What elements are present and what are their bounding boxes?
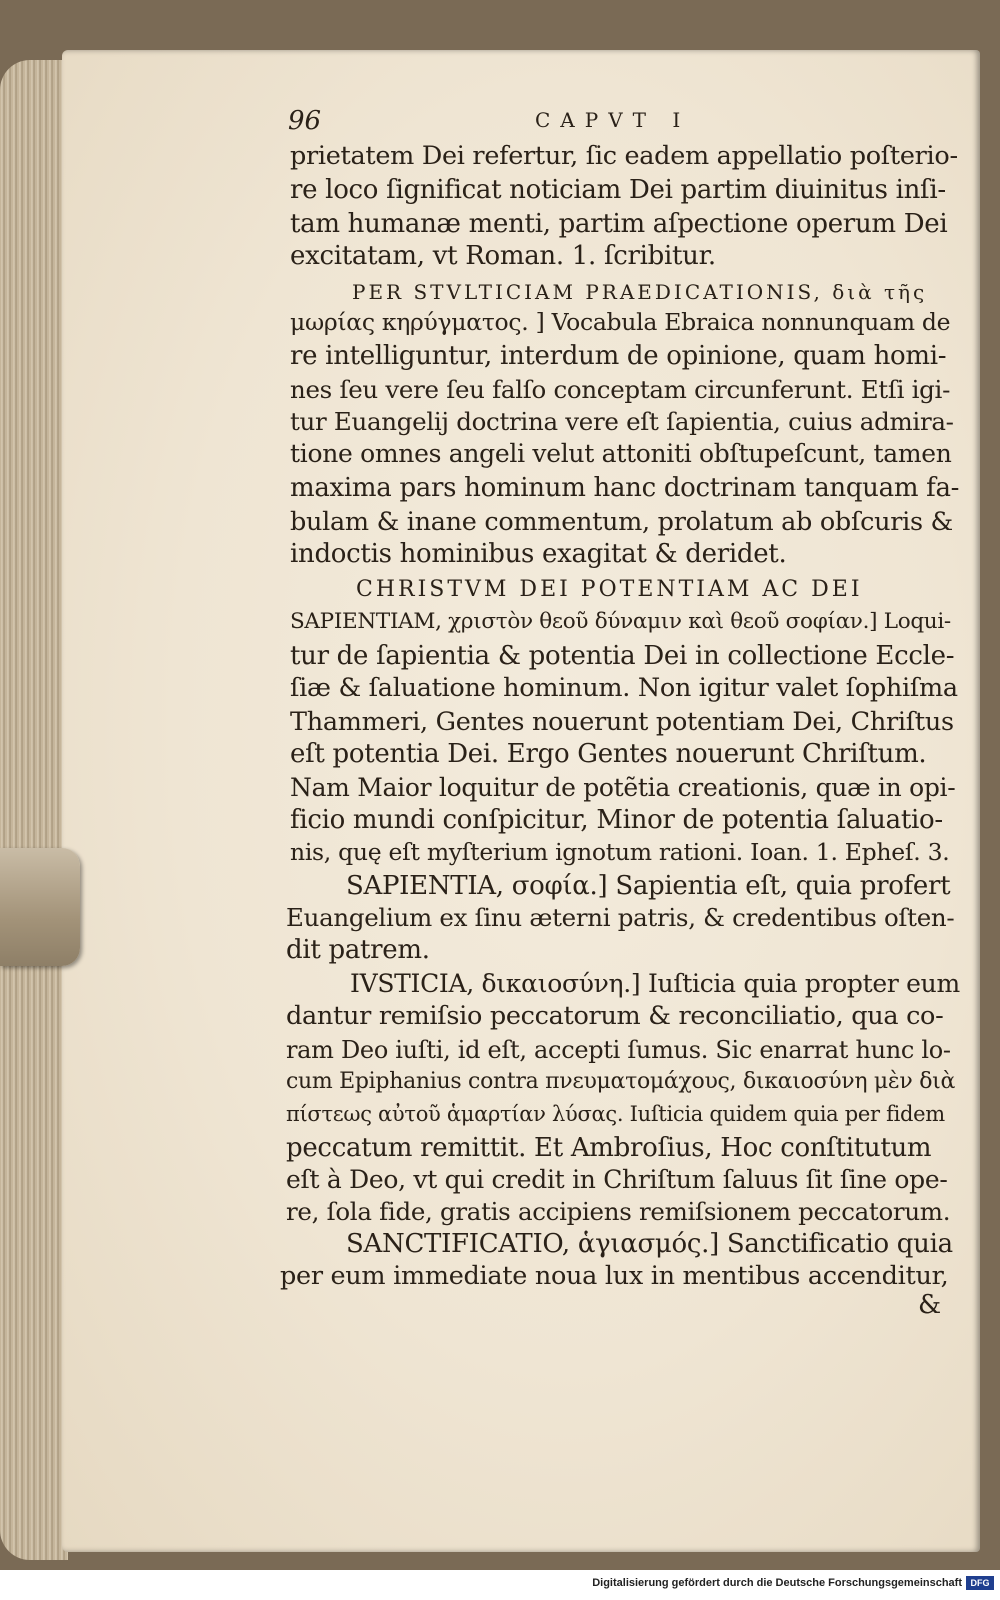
text-line: πίστεως αὐτοῦ ἁμαρτίαν λύσας. Iuſticia quidem quia per fidem xyxy=(286,1102,945,1126)
text-line: tur Euangelij doctrina vere eſt ſapientia, cuius admira- xyxy=(290,407,954,436)
text-line: nis, quę eſt myſterium ignotum rationi. Ioan. 1. Epheſ. 3. xyxy=(290,838,950,866)
text-line: re intelliguntur, interdum de opinione, quam homi- xyxy=(290,341,947,371)
text-line: peccatum remittit. Et Ambroſius, Hoc conſtitutum xyxy=(286,1133,932,1163)
text-line: per eum immediate noua lux in mentibus accenditur, xyxy=(280,1261,949,1291)
text-line: prietatem Dei refertur, ſic eadem appellatio poſterio- xyxy=(290,141,958,171)
text-line: cum Epiphanius contra πνευματομάχους, δικαιοσύνη μὲν διὰ xyxy=(286,1069,956,1094)
text-line: re loco ſignificat noticiam Dei partim diuinitus inſi- xyxy=(290,175,946,205)
text-line: tione omnes angeli velut attoniti obſtupeſcunt, tamen xyxy=(290,439,952,468)
running-head: CAPVT I xyxy=(535,108,691,132)
text-line: tam humanæ menti, partim aſpectione operum Dei xyxy=(290,209,948,239)
dfg-logo: DFG xyxy=(966,1576,994,1590)
text-line: Thammeri, Gentes nouerunt potentiam Dei, Chriſtus xyxy=(290,707,954,737)
text-line: excitatam, vt Roman. 1. ſcribitur. xyxy=(290,241,716,271)
text-line: nes ſeu vere ſeu falſo conceptam circunferunt. Etſi igi- xyxy=(290,375,951,404)
text-line: maxima pars hominum hanc doctrinam tanquam fa- xyxy=(290,473,960,503)
lemma-line: CHRISTVM DEI POTENTIAM AC DEI xyxy=(356,577,863,602)
text-line: SAPIENTIAM, χριστὸν θεοῦ δύναμιν καὶ θεοῦ σοφίαν.] Loqui- xyxy=(290,609,951,634)
text-line: indoctis hominibus exagitat & deridet. xyxy=(290,539,787,569)
text-line: Nam Maior loquitur de potẽtia creationis, quæ in opi- xyxy=(290,773,956,802)
text-line: μωρίας κηρύγματος. ] Vocabula Ebraica nonnunquam de xyxy=(290,308,951,336)
page-number: 96 xyxy=(288,106,322,136)
text-line: tur de ſapientia & potentia Dei in collectione Eccle- xyxy=(290,641,955,671)
lemma-line: SAPIENTIA, σοφία.] Sapientia eſt, quia profert xyxy=(346,871,951,901)
text-line: dantur remiſsio peccatorum & reconciliatio, qua co- xyxy=(286,1001,944,1031)
catchword: & xyxy=(918,1290,942,1320)
page-edges xyxy=(0,60,68,1560)
text-line: ſiæ & ſaluatione hominum. Non igitur valet ſophiſma xyxy=(290,673,958,703)
footer-credit: Digitalisierung gefördert durch die Deutsche Forschungsgemeinschaft xyxy=(592,1577,962,1589)
book-clasp xyxy=(0,848,80,966)
text-line: eſt potentia Dei. Ergo Gentes nouerunt Chriſtum. xyxy=(290,739,927,769)
lemma-line: PER STVLTICIAM PRAEDICATIONIS, διὰ τῆς xyxy=(352,280,928,304)
text-line: eſt à Deo, vt qui credit in Chriſtum ſaluus ſit ſine ope- xyxy=(286,1165,948,1194)
text-line: re, ſola fide, gratis accipiens remiſsionem peccatorum. xyxy=(286,1197,951,1226)
text-line: ficio mundi conſpicitur, Minor de potentia ſaluatio- xyxy=(290,805,943,835)
lemma-line: SANCTIFICATIO, ἁγιασμός.] Sanctificatio quia xyxy=(346,1229,953,1259)
text-line: dit patrem. xyxy=(286,935,430,965)
text-line: Euangelium ex ſinu æterni patris, & credentibus oſten- xyxy=(286,903,955,932)
lemma-line: IVSTICIA, δικαιοσύνη.] Iuſticia quia propter eum xyxy=(350,969,960,998)
text-line: bulam & inane commentum, prolatum ab obſcuris & xyxy=(290,507,953,537)
text-line: ram Deo iuſti, id eſt, accepti ſumus. Sic enarrat hunc lo- xyxy=(286,1036,951,1064)
